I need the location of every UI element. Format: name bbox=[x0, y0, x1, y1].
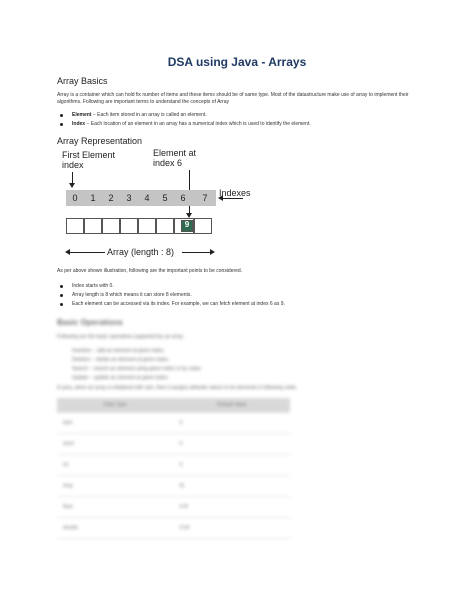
index-label: 5 bbox=[162, 193, 168, 203]
first-element-label: First Element index bbox=[62, 150, 116, 170]
index-label: 3 bbox=[126, 193, 132, 203]
term-desc: − Each item stored in an array is called an element. bbox=[91, 112, 207, 118]
blurred-op: Insertion − add an element at given index. bbox=[72, 348, 165, 354]
table-cell: double bbox=[63, 525, 79, 531]
table-cell: 0 bbox=[179, 420, 183, 426]
bullet-icon bbox=[60, 123, 63, 126]
arrow-down-icon bbox=[69, 183, 75, 188]
blurred-op: Deletion − delete an element at given index. bbox=[72, 357, 170, 363]
blurred-intro: Following are the basic operations supported by an array. bbox=[57, 334, 184, 340]
table-cell: float bbox=[63, 504, 73, 510]
array-cell bbox=[120, 218, 138, 234]
section-heading-basics: Array Basics bbox=[57, 76, 108, 86]
table-row bbox=[57, 455, 290, 476]
bullet-icon bbox=[60, 114, 63, 117]
table-row bbox=[57, 518, 290, 539]
table-cell: 0 bbox=[179, 462, 183, 468]
table-cell: long bbox=[63, 483, 73, 489]
array-cell bbox=[66, 218, 84, 234]
table-header: Data Type bbox=[103, 402, 127, 408]
term-label: Index bbox=[72, 121, 86, 127]
page-title: DSA using Java - Arrays bbox=[167, 55, 307, 69]
term-desc: − Each location of an element in an array has a numerical index which is used to identify the element. bbox=[85, 121, 311, 127]
index-label: 4 bbox=[144, 193, 150, 203]
table-cell: int bbox=[63, 462, 69, 468]
point-text: Array length is 8 which means it can store 8 elements. bbox=[72, 292, 192, 298]
terms-list bbox=[57, 112, 427, 130]
list-item bbox=[57, 292, 427, 301]
bullet-icon bbox=[60, 294, 63, 297]
list-item bbox=[57, 301, 427, 307]
arrow-line bbox=[182, 252, 210, 253]
arrow-line bbox=[70, 252, 105, 253]
index-label: 1 bbox=[90, 193, 96, 203]
array-cell bbox=[138, 218, 156, 234]
section-heading-representation: Array Representation bbox=[57, 136, 143, 146]
table-cell: short bbox=[63, 441, 75, 447]
array-cell bbox=[194, 218, 212, 234]
table-cell: 0.0d bbox=[179, 525, 190, 531]
indexes-label: Indexes bbox=[219, 188, 251, 198]
blurred-heading: Basic Operations bbox=[57, 318, 123, 327]
array-length-label: Array (length : 8) bbox=[107, 247, 175, 257]
blurred-note: In java, when an array is initialized with size, then it assigns defaults values to its elements in following order. bbox=[57, 385, 298, 391]
index-label: 6 bbox=[180, 193, 186, 203]
term-label: Element bbox=[72, 112, 92, 118]
point-text: Index starts with 0. bbox=[72, 283, 114, 289]
list-item bbox=[57, 121, 427, 130]
table-row bbox=[57, 476, 290, 497]
blurred-op: Search − search an element using given index or by value. bbox=[72, 366, 202, 372]
table-row bbox=[57, 497, 290, 518]
basics-paragraph: Array is a container which can hold fix number of items and these items should be of same type. Most of the datastructure make use of array to implement their algorithms. Following are important terms to understand the concepts of Array bbox=[57, 92, 409, 105]
element-at-label: Element at index 6 bbox=[153, 148, 197, 168]
table-cell: 0 bbox=[179, 441, 183, 447]
highlighted-value: 9 bbox=[184, 220, 190, 229]
point-text: Each element can be accessed via its index. For example, we can fetch element at index 6 as 9. bbox=[72, 301, 285, 307]
array-cell bbox=[102, 218, 120, 234]
array-cell bbox=[84, 218, 102, 234]
table-cell: 0L bbox=[179, 483, 186, 489]
arrow-right-icon bbox=[210, 249, 215, 255]
table-header-row bbox=[57, 398, 290, 413]
list-item bbox=[57, 283, 427, 292]
bullet-icon bbox=[60, 303, 63, 306]
array-cell bbox=[156, 218, 174, 234]
table-cell: 0.0f bbox=[179, 504, 188, 510]
blurred-op: Update − update an element at given index. bbox=[72, 375, 169, 381]
array-diagram bbox=[60, 148, 270, 266]
table-row bbox=[57, 413, 290, 434]
points-intro: As per above shown illustration, following are the important points to be considered. bbox=[57, 268, 243, 274]
table-cell: byte bbox=[63, 420, 73, 426]
bullet-icon bbox=[60, 285, 63, 288]
arrow-line bbox=[223, 198, 243, 199]
points-list bbox=[57, 283, 427, 307]
index-label: 7 bbox=[202, 193, 208, 203]
table-header: Default Value bbox=[216, 402, 247, 408]
defaults-table bbox=[57, 398, 290, 539]
index-label: 2 bbox=[108, 193, 114, 203]
list-item bbox=[57, 112, 427, 121]
index-label: 0 bbox=[72, 193, 78, 203]
table-row bbox=[57, 434, 290, 455]
